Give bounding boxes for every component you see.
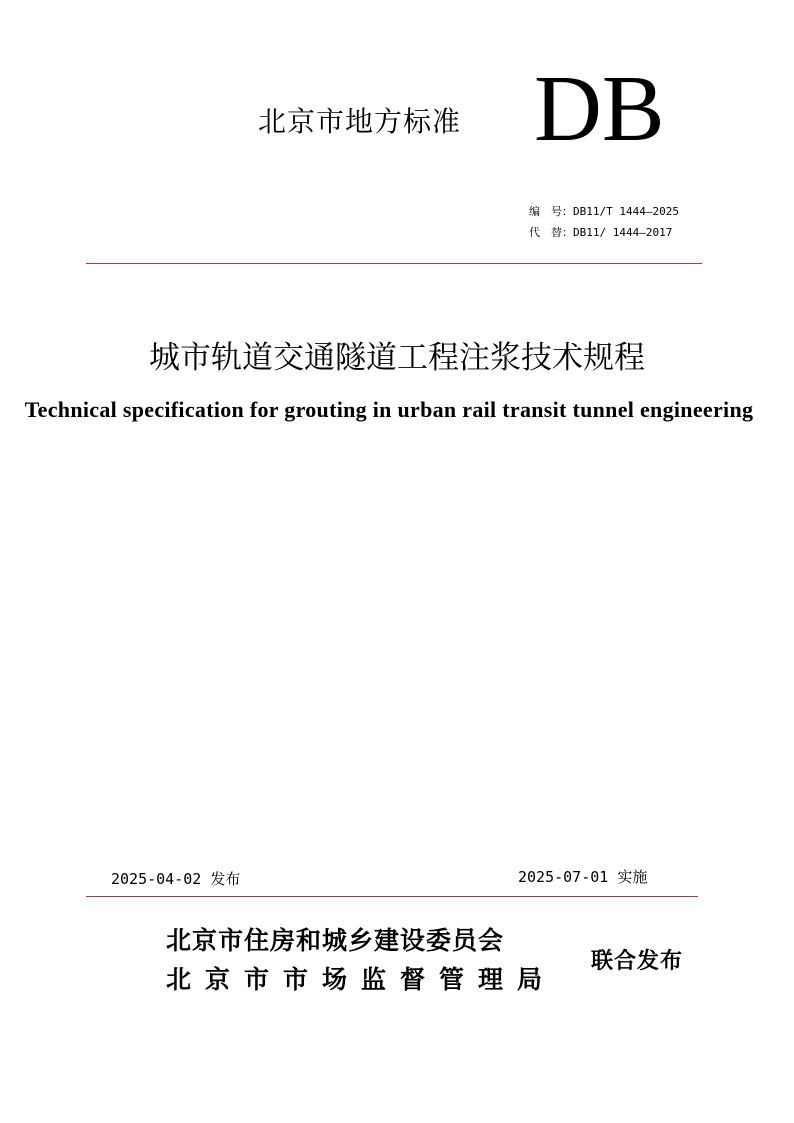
db-mark: DB <box>534 57 665 161</box>
effective-date-value: 2025-07-01 <box>518 868 609 886</box>
issuer-market-regulation: 北京市市场监督管理局 <box>166 965 557 994</box>
standard-number <box>529 203 679 219</box>
standard-label: 北京市地方标准 <box>258 105 462 138</box>
replaces-number <box>529 224 672 240</box>
title-english: Technical specification for grouting in urban rail transit tunnel engineering <box>24 397 754 422</box>
title-chinese: 城市轨道交通隧道工程注浆技术规程 <box>149 340 645 376</box>
publish-date-value: 2025-04-02 <box>111 870 202 888</box>
standard-number-label: 编 号： <box>529 205 573 218</box>
standard-number-value: DB11/T 1444—2025 <box>573 205 679 218</box>
effective-label: 实施 <box>617 868 648 886</box>
publish-label: 发布 <box>210 870 241 888</box>
replaces-label: 代 替： <box>529 226 573 239</box>
footer-divider <box>86 896 698 897</box>
issuer-housing-commission: 北京市住房和城乡建设委员会 <box>166 926 505 955</box>
effective-date <box>518 866 647 887</box>
replaces-value: DB11/ 1444—2017 <box>573 226 673 239</box>
header-divider <box>86 263 702 264</box>
joint-release-label: 联合发布 <box>591 949 684 974</box>
publish-date <box>111 868 240 889</box>
